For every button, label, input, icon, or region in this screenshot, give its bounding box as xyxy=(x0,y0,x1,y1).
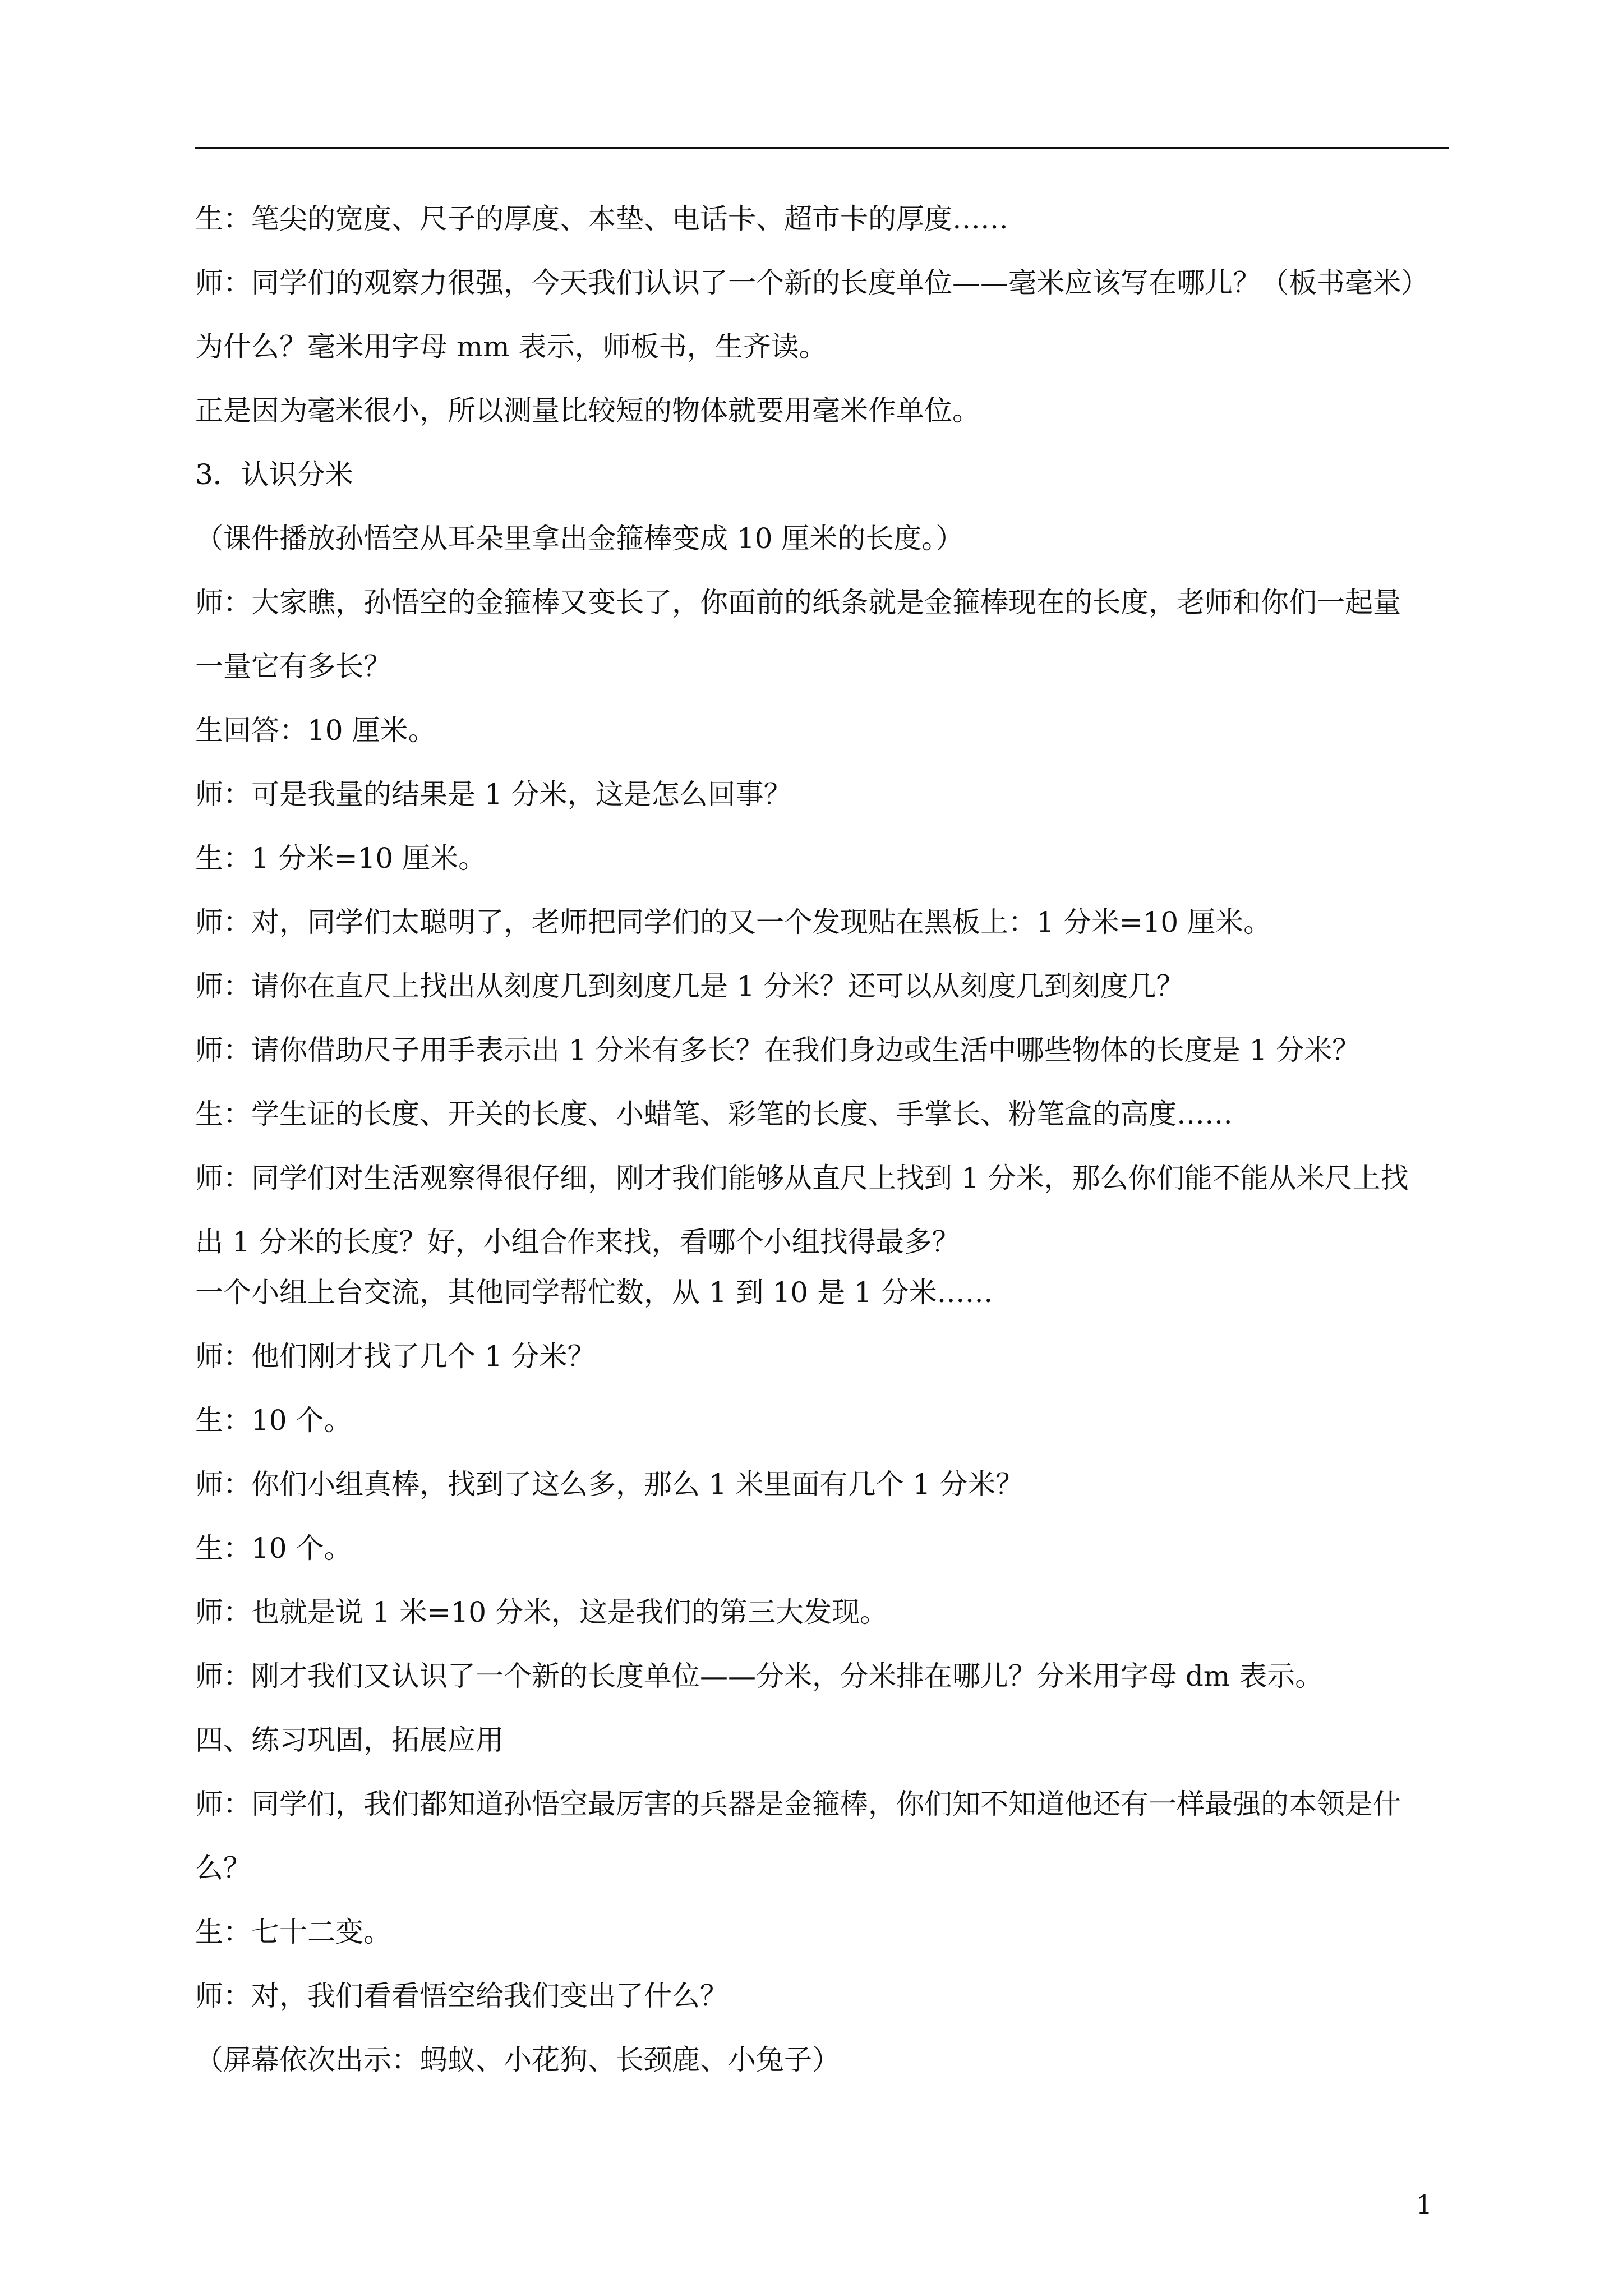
paragraph-line: 师：可是我量的结果是 1 分米，这是怎么回事？ xyxy=(195,778,792,811)
paragraph-line: 为什么？毫米用字母 mm 表示，师板书，生齐读。 xyxy=(195,330,827,363)
paragraph-line: 生：七十二变。 xyxy=(195,1916,391,1948)
paragraph-line: 出 1 分米的长度？好，小组合作来找，看哪个小组找得最多？ xyxy=(195,1226,960,1258)
paragraph-line: 师：对，我们看看悟空给我们变出了什么？ xyxy=(195,1980,728,2012)
paragraph-line: 生：10 个。 xyxy=(195,1404,352,1437)
paragraph-line: 一量它有多长？ xyxy=(195,650,391,683)
paragraph-line: 师：他们刚才找了几个 1 分米？ xyxy=(195,1340,596,1373)
header-rule xyxy=(195,147,1449,149)
paragraph-line: 师：你们小组真棒，找到了这么多，那么 1 米里面有几个 1 分米？ xyxy=(195,1468,1024,1501)
paragraph-line: 师：刚才我们又认识了一个新的长度单位——分米，分米排在哪儿？分米用字母 dm 表示。 xyxy=(195,1660,1324,1692)
paragraph-line: 一个小组上台交流，其他同学帮忙数，从 1 到 10 是 1 分米…… xyxy=(195,1276,993,1309)
paragraph-line: 师：对，同学们太聪明了，老师把同学们的又一个发现贴在黑板上：1 分米=10 厘米。 xyxy=(195,906,1272,938)
paragraph-line: （屏幕依次出示：蚂蚁、小花狗、长颈鹿、小兔子） xyxy=(195,2044,840,2076)
paragraph-line: 生回答：10 厘米。 xyxy=(195,714,436,747)
paragraph-line: 生：学生证的长度、开关的长度、小蜡笔、彩笔的长度、手掌长、粉笔盒的高度…… xyxy=(195,1098,1233,1130)
document-body xyxy=(195,202,1449,2077)
paragraph-line: 生：笔尖的宽度、尺子的厚度、本垫、电话卡、超市卡的厚度…… xyxy=(195,203,1008,235)
section-heading: 四、练习巩固，拓展应用 xyxy=(195,1724,504,1756)
section-heading: 3．认识分米 xyxy=(195,458,353,491)
paragraph-line: 师：请你借助尺子用手表示出 1 分米有多长？在我们身边或生活中哪些物体的长度是 1 分米？ xyxy=(195,1034,1361,1066)
paragraph-line: 师：同学们对生活观察得很仔细，刚才我们能够从直尺上找到 1 分米，那么你们能不能从米尺上找 xyxy=(195,1162,1409,1194)
paragraph-line: 生：1 分米=10 厘米。 xyxy=(195,842,487,875)
paragraph-line: 师：请你在直尺上找出从刻度几到刻度几是 1 分米？还可以从刻度几到刻度几？ xyxy=(195,970,1184,1002)
paragraph-line: 师：同学们，我们都知道孙悟空最厉害的兵器是金箍棒，你们知不知道他还有一样最强的本领是什 xyxy=(195,1788,1401,1820)
paragraph-line: 师：同学们的观察力很强，今天我们认识了一个新的长度单位——毫米应该写在哪儿？（板书毫米） xyxy=(195,266,1429,299)
paragraph-line: 么？ xyxy=(195,1852,251,1884)
page-number: 1 xyxy=(1415,2189,1432,2220)
paragraph-line: 正是因为毫米很小，所以测量比较短的物体就要用毫米作单位。 xyxy=(195,394,980,427)
paragraph-line: 师：也就是说 1 米=10 分米，这是我们的第三大发现。 xyxy=(195,1596,888,1628)
paragraph-line: （课件播放孙悟空从耳朵里拿出金箍棒变成 10 厘米的长度。） xyxy=(195,522,964,555)
paragraph-line: 生：10 个。 xyxy=(195,1532,352,1565)
paragraph-line: 师：大家瞧，孙悟空的金箍棒又变长了，你面前的纸条就是金箍棒现在的长度，老师和你们一起量 xyxy=(195,586,1401,619)
